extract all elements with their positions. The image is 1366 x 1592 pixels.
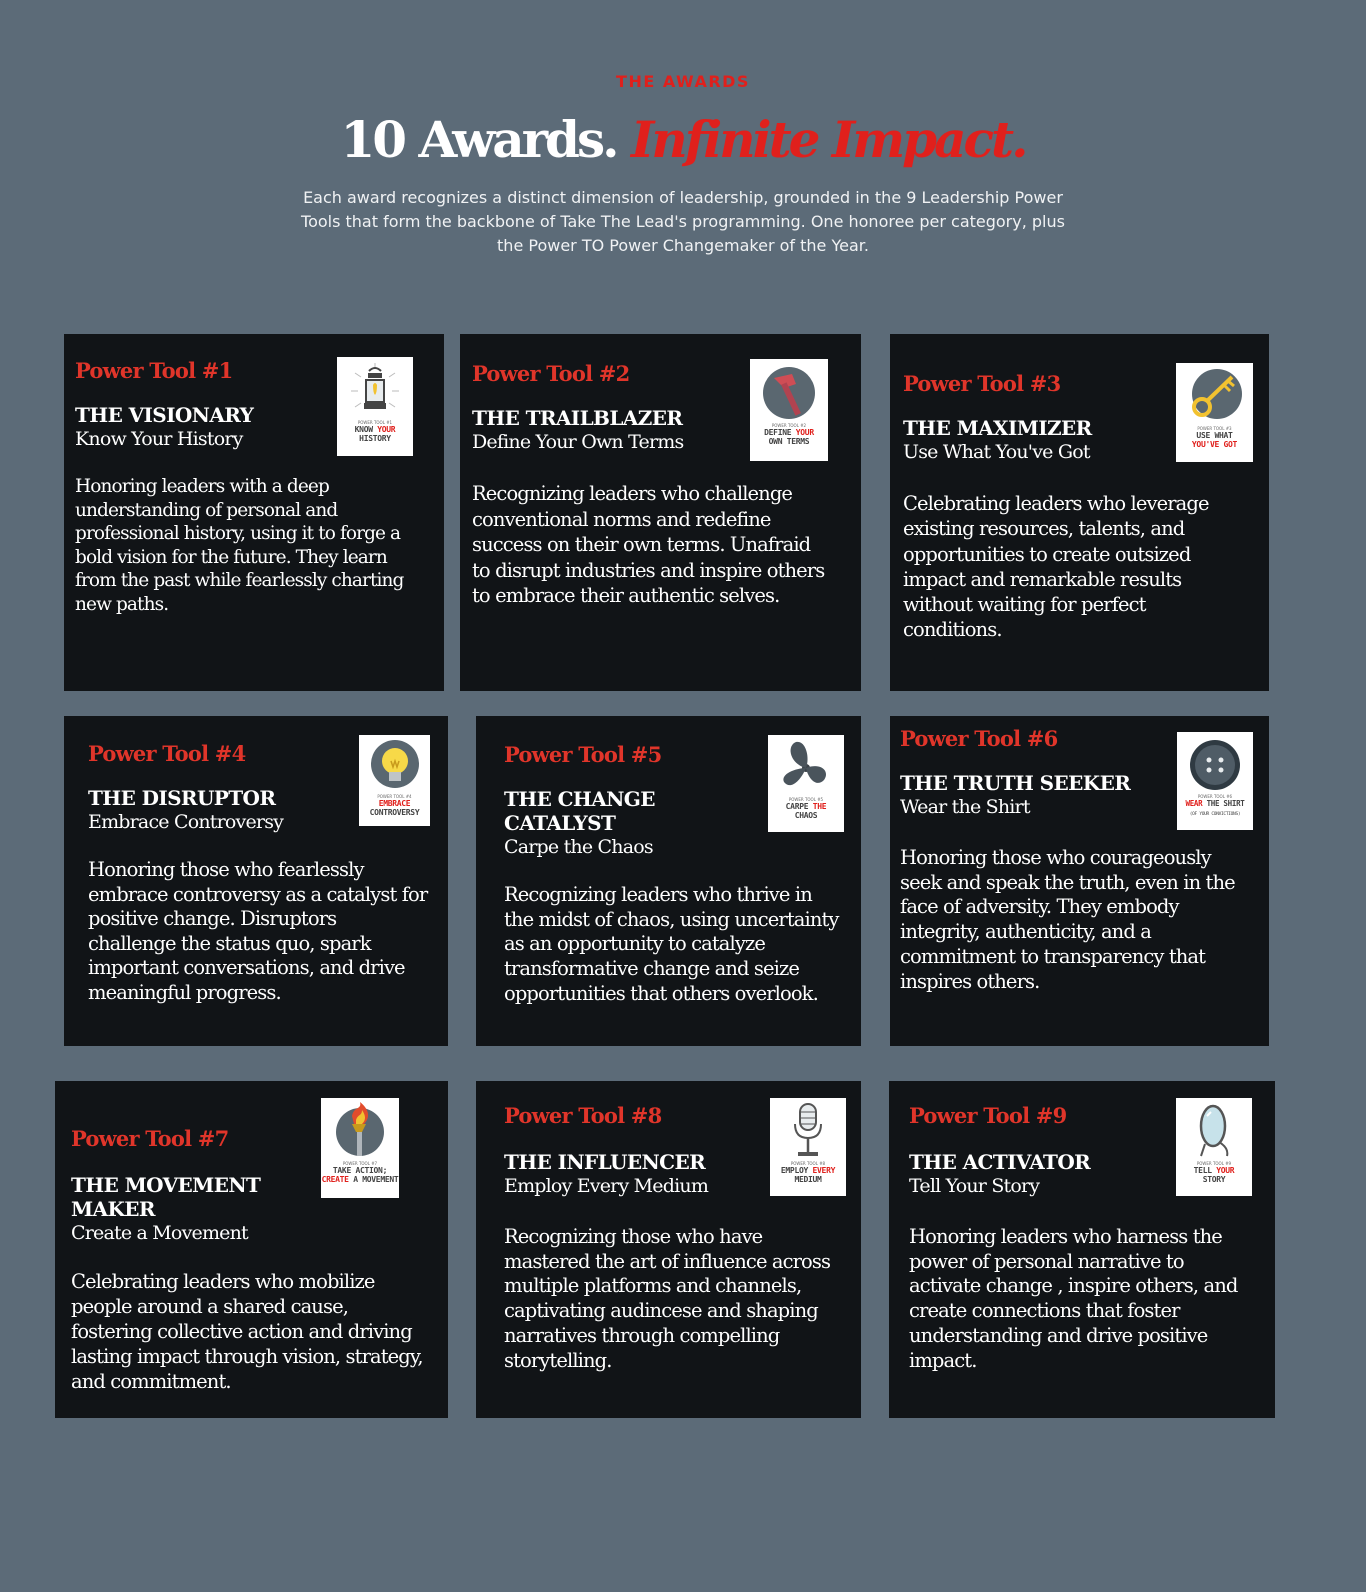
award-subtitle: Tell Your Story	[909, 1175, 1040, 1197]
power-tool-label: Power Tool #4	[88, 741, 246, 766]
badge-caption: KNOW YOUR HISTORY	[354, 425, 396, 443]
badge-caption: WEAR THE SHIRT (OF YOUR CONVICTIONS)	[1185, 799, 1245, 817]
mirror-icon	[1189, 1102, 1239, 1160]
torch-icon	[334, 1102, 386, 1160]
badge-caption: EMPLOY EVERY MEDIUM	[780, 1166, 836, 1184]
power-tool-badge	[750, 359, 828, 461]
award-name: THE CHANGE CATALYST	[504, 787, 655, 835]
lightbulb-icon	[370, 739, 420, 793]
award-subtitle: Create a Movement	[71, 1222, 248, 1244]
badge-small-caption: POWER TOOL #9	[1196, 1161, 1232, 1166]
lantern-icon	[349, 361, 401, 419]
power-tool-label: Power Tool #7	[71, 1126, 229, 1151]
headline-accent: Infinite Impact.	[630, 110, 1026, 169]
power-tool-badge	[770, 1098, 846, 1196]
award-card-maximizer	[890, 334, 1269, 691]
microphone-icon	[783, 1102, 833, 1160]
power-tool-label: Power Tool #1	[75, 358, 233, 383]
award-name: THE MAXIMIZER	[903, 416, 1092, 440]
badge-small-caption: POWER TOOL #2	[771, 423, 807, 428]
badge-small-caption: POWER TOOL #8	[790, 1161, 826, 1166]
headline-main: 10 Awards.	[340, 110, 617, 169]
badge-small-caption: POWER TOOL #1	[357, 420, 393, 425]
award-card-visionary	[64, 334, 444, 691]
award-card-influencer	[476, 1081, 861, 1418]
award-card-truth-seeker	[890, 716, 1269, 1046]
power-tool-label: Power Tool #6	[900, 726, 1058, 751]
badge-small-caption: POWER TOOL #3	[1197, 426, 1232, 431]
award-subtitle: Employ Every Medium	[504, 1175, 709, 1197]
award-subtitle: Wear the Shirt	[900, 796, 1030, 818]
section-eyebrow: THE AWARDS	[616, 72, 750, 91]
badge-caption: DEFINE YOUR OWN TERMS	[764, 428, 814, 446]
badge-small-caption: POWER TOOL #5	[788, 797, 824, 802]
award-card-change-catalyst	[476, 716, 861, 1046]
award-card-trailblazer	[460, 334, 861, 691]
power-tool-label: Power Tool #3	[903, 371, 1061, 396]
badge-caption: EMBRACE CONTROVERSY	[369, 799, 420, 817]
award-name: THE VISIONARY	[75, 403, 254, 427]
key-icon	[1188, 367, 1242, 425]
award-description: Honoring those who fearlessly embrace controversy as a catalyst for positive change. Disruptors challenge the status quo, spark important conversations, and drive meaningful progress.	[88, 858, 428, 1004]
award-description: Honoring those who courageously seek and speak the truth, even in the face of adversity. They embody integrity, authenticity, and a commitment to transparency that inspires others.	[900, 846, 1235, 993]
award-subtitle: Use What You've Got	[903, 441, 1090, 463]
award-card-activator	[889, 1081, 1275, 1418]
power-tool-badge	[1176, 363, 1253, 462]
power-tool-label: Power Tool #8	[504, 1103, 662, 1128]
award-name: THE ACTIVATOR	[909, 1150, 1091, 1174]
award-description: Recognizing leaders who thrive in the midst of chaos, using uncertainty as an opportunity to catalyze transformative change and seize opportunities that others overlook.	[504, 883, 839, 1005]
award-name: THE INFLUENCER	[504, 1150, 706, 1174]
award-subtitle: Embrace Controversy	[88, 811, 284, 833]
power-tool-badge	[1176, 1098, 1252, 1196]
badge-caption: TELL YOUR STORY	[1193, 1166, 1235, 1184]
award-subtitle: Carpe the Chaos	[504, 836, 653, 858]
award-subtitle: Know Your History	[75, 428, 243, 450]
badge-small-caption: POWER TOOL #4	[377, 794, 412, 799]
power-tool-label: Power Tool #5	[504, 742, 662, 767]
badge-caption: USE WHAT YOU'VE GOT	[1191, 431, 1238, 449]
award-description: Honoring leaders who harness the power of personal narrative to activate change , inspire others, and create connections that foster understanding and drive positive impact.	[909, 1225, 1238, 1372]
award-name: THE TRUTH SEEKER	[900, 771, 1131, 795]
award-name: THE MOVEMENT MAKER	[71, 1173, 261, 1221]
badge-caption: TAKE ACTION; CREATE A MOVEMENT	[321, 1166, 399, 1184]
hammer-icon	[762, 364, 816, 422]
award-card-movement-maker	[55, 1081, 448, 1418]
page-title	[0, 110, 1366, 170]
award-name: THE TRAILBLAZER	[472, 406, 683, 430]
award-subtitle: Define Your Own Terms	[472, 431, 684, 453]
award-name: THE DISRUPTOR	[88, 786, 276, 810]
badge-small-caption: POWER TOOL #6	[1197, 794, 1233, 799]
power-tool-label: Power Tool #9	[909, 1103, 1067, 1128]
propeller-icon	[780, 738, 832, 796]
power-tool-badge	[1177, 732, 1253, 830]
badge-small-caption: POWER TOOL #7	[342, 1161, 378, 1166]
button-icon	[1189, 737, 1241, 793]
power-tool-badge	[768, 735, 844, 832]
power-tool-badge	[359, 735, 430, 826]
power-tool-badge	[321, 1098, 399, 1198]
award-description: Honoring leaders with a deep understanding of personal and professional history, using it to forge a bold vision for the future. They learn from the past while fearlessly charting new paths.	[75, 476, 404, 615]
power-tool-label: Power Tool #2	[472, 361, 630, 386]
award-description: Recognizing leaders who challenge conventional norms and redefine success on their own terms. Unafraid to disrupt industries and inspire others to embrace their authentic selves.	[472, 482, 825, 607]
award-description: Celebrating leaders who leverage existing resources, talents, and opportunities to create outsized impact and remarkable results without waiting for perfect conditions.	[903, 492, 1209, 642]
power-tool-badge	[337, 357, 413, 456]
award-description: Celebrating leaders who mobilize people around a shared cause, fostering collective action and driving lasting impact through vision, strategy, and commitment.	[71, 1270, 423, 1393]
award-description: Recognizing those who have mastered the art of influence across multiple platforms and channels, captivating audincese and shaping narratives through compelling storytelling.	[504, 1225, 831, 1372]
award-card-disruptor	[64, 716, 448, 1046]
badge-caption: CARPE THE CHAOS	[785, 802, 827, 820]
intro-text: Each award recognizes a distinct dimension of leadership, grounded in the 9 Leadership Power Tools that form the backbone of Take The Lead's programming. One honoree per category, plus the Power TO Power Changemaker of the Year.	[301, 188, 1065, 255]
